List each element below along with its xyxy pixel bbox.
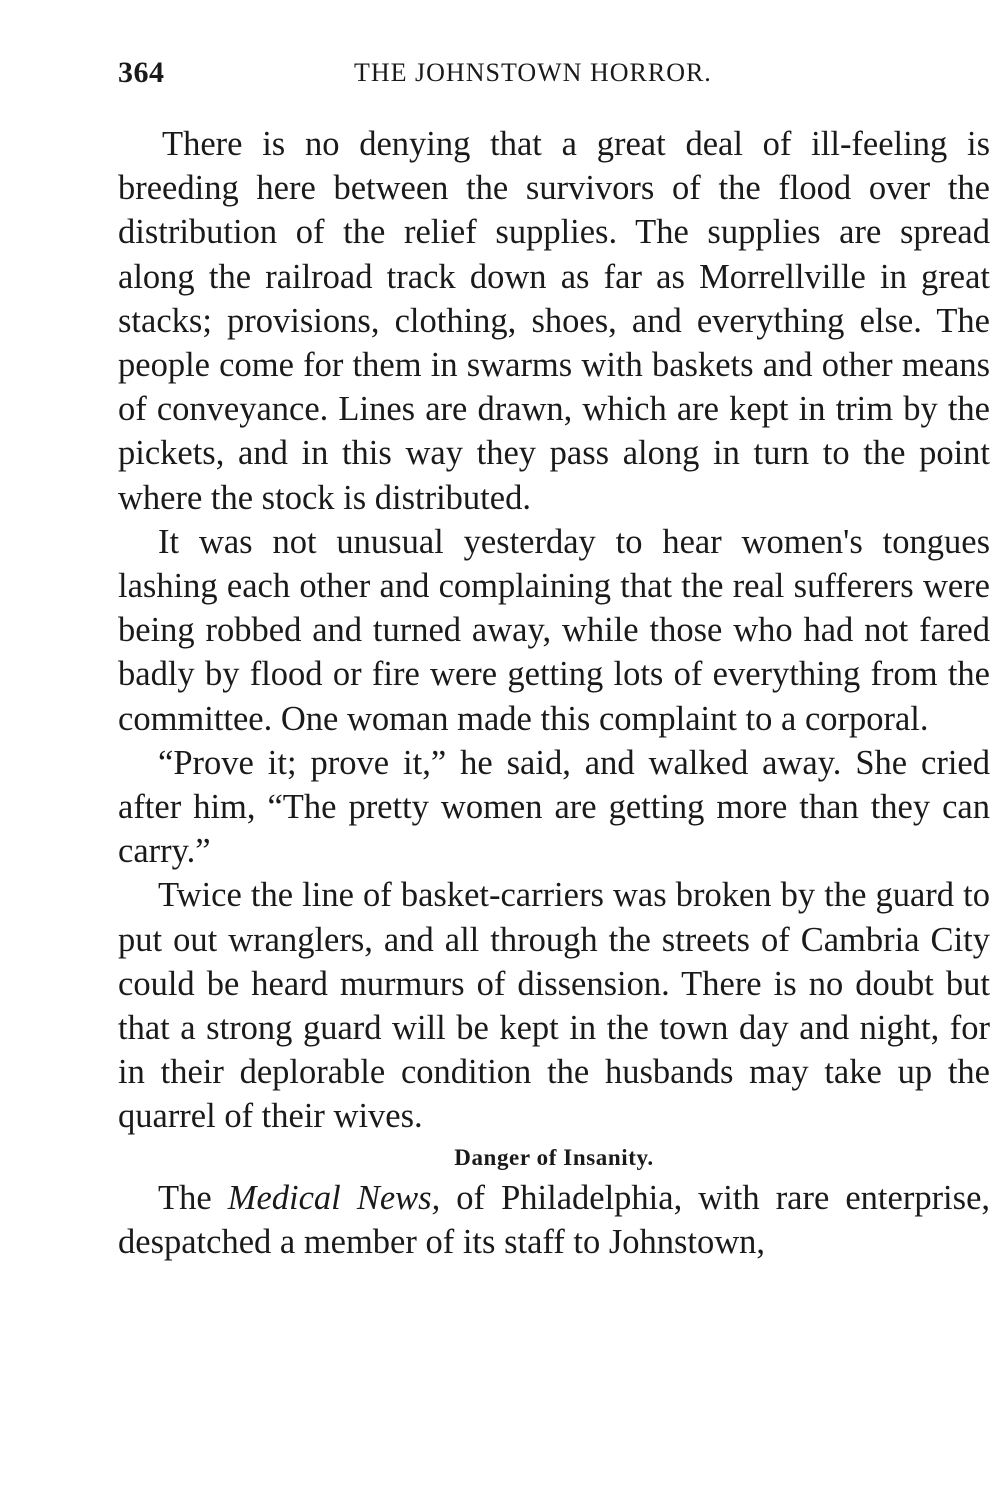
paragraph-medical-news bbox=[118, 1176, 990, 1264]
paragraph-start: The bbox=[158, 1178, 212, 1217]
running-head bbox=[118, 56, 988, 96]
publication-title: Medical News, bbox=[227, 1178, 441, 1217]
book-title: THE JOHNSTOWN HORROR. bbox=[354, 58, 712, 87]
paragraph-basket-carriers: Twice the line of basket-carriers was broken by the guard to put out wranglers, and all through the streets of Cambria City could be heard murmurs of dissension. There is no doubt but that a strong guard will be kept in the town day and night, for in their deplorable condition the husbands may take up the quarrel of their wives. bbox=[118, 876, 990, 1136]
body-text bbox=[118, 122, 990, 1264]
paragraph-rest: of Philadelphia, with rare enterprise, despatched a member of its staff to Johnstown, bbox=[118, 1178, 991, 1261]
paragraph-relief-supplies: There is no denying that a great deal of ill-feeling is breeding here between the survivors of the flood over the distribution of the relief supplies. The supplies are spread along the railroad track down as far as Morrellville in great stacks; provisions, clothing, shoes, and everything else. The people come for them in swarms with baskets and other means of conveyance. Lines are drawn, which are kept in trim by the pickets, and in this way they pass along in turn to the point where the stock is distributed. bbox=[118, 125, 990, 517]
paragraph-prove-it: “Prove it; prove it,” he said, and walked away. She cried after him, “The pretty women are getting more than they can carry.” bbox=[118, 743, 990, 871]
section-heading: Danger of Insanity. bbox=[454, 1144, 654, 1170]
page-number: 364 bbox=[118, 56, 165, 89]
paragraph-womens-complaints: It was not unusual yesterday to hear women's tongues lashing each other and complaining that the real sufferers were being robbed and turned away, while those who had not fared badly by flood or fire were getting lots of everything from the committee. One woman made this complaint to a corporal. bbox=[118, 522, 990, 738]
